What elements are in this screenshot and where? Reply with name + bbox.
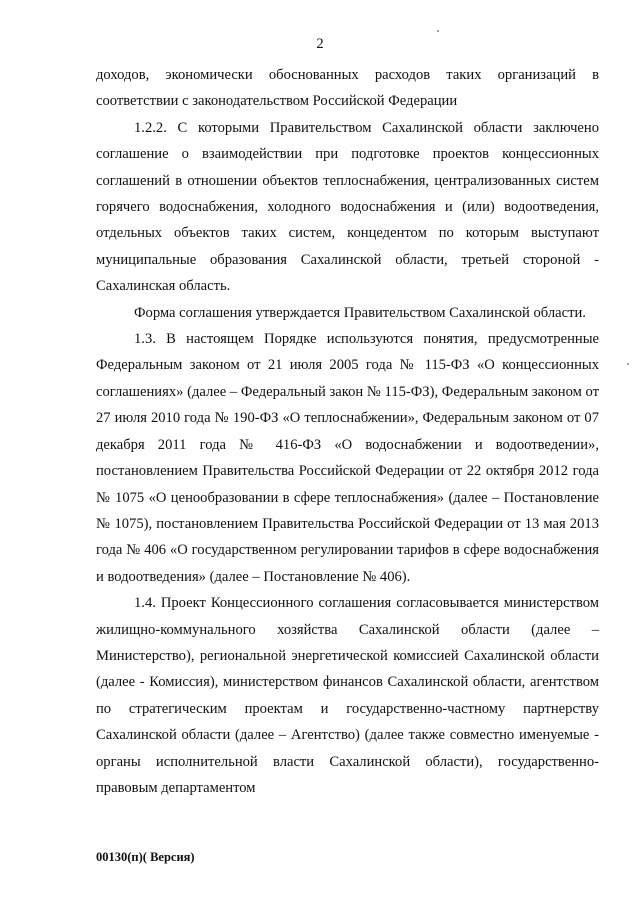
paragraph-1-4: 1.4. Проект Концессионного соглашения согласовывается министерством жилищно-коммунального хозяйства Сахалинской области (далее – Министерство), региональной энергетической комиссией Сахалинской области (далее - Комиссия), министерством финансов Сахалинской области, агентством по стратегическим проектам и государственно-частному партнерству Сахалинской области (далее – Агентство) (далее также совместно именуемые - органы исполнительной власти Сахалинской области), государственно-правовым департаментом <box>96 595 599 796</box>
document-body <box>96 62 599 801</box>
document-footer-code: 00130(п)( Версия) <box>96 850 195 864</box>
scan-speck <box>627 363 629 365</box>
paragraph-1-3: 1.3. В настоящем Порядке используются понятия, предусмотренные Федеральным законом от 21 июля 2005 года № 115-ФЗ «О концессионных соглашениях» (далее – Федеральный закон № 115-ФЗ), Федеральным законом от 27 июля 2010 года № 190-ФЗ «О теплоснабжении», Федеральным законом от 07 декабря 2011 года № 416-ФЗ «О водоснабжении и водоотведении», постановлением Правительства Российской Федерации от 22 октября 2012 года № 1075 «О ценообразовании в сфере теплоснабжения» (далее – Постановление № 1075), постановлением Правительства Российской Федерации от 13 мая 2013 года № 406 «О государственном регулировании тарифов в сфере водоснабжения и водоотведения» (далее – Постановление № 406). <box>96 331 599 585</box>
paragraph-1-2-2: 1.2.2. С которыми Правительством Сахалинской области заключено соглашение о взаимодействии при подготовке проектов концессионных соглашений в отношении объектов теплоснабжения, централизованных систем горячего водоснабжения, холодного водоснабжения и (или) водоотведения, отдельных объектов таких систем, концедентом по которым выступают муниципальные образования Сахалинской области, третьей стороной - Сахалинская область. <box>96 119 599 295</box>
page-number: 2 <box>316 36 324 52</box>
paragraph-form-agreement: Форма соглашения утверждается Правительством Сахалинской области. <box>134 304 586 321</box>
paragraph-continued: доходов, экономически обоснованных расходов таких организаций в соответствии с законодательством Российской Федерации <box>96 67 599 110</box>
scan-speck <box>437 30 439 32</box>
